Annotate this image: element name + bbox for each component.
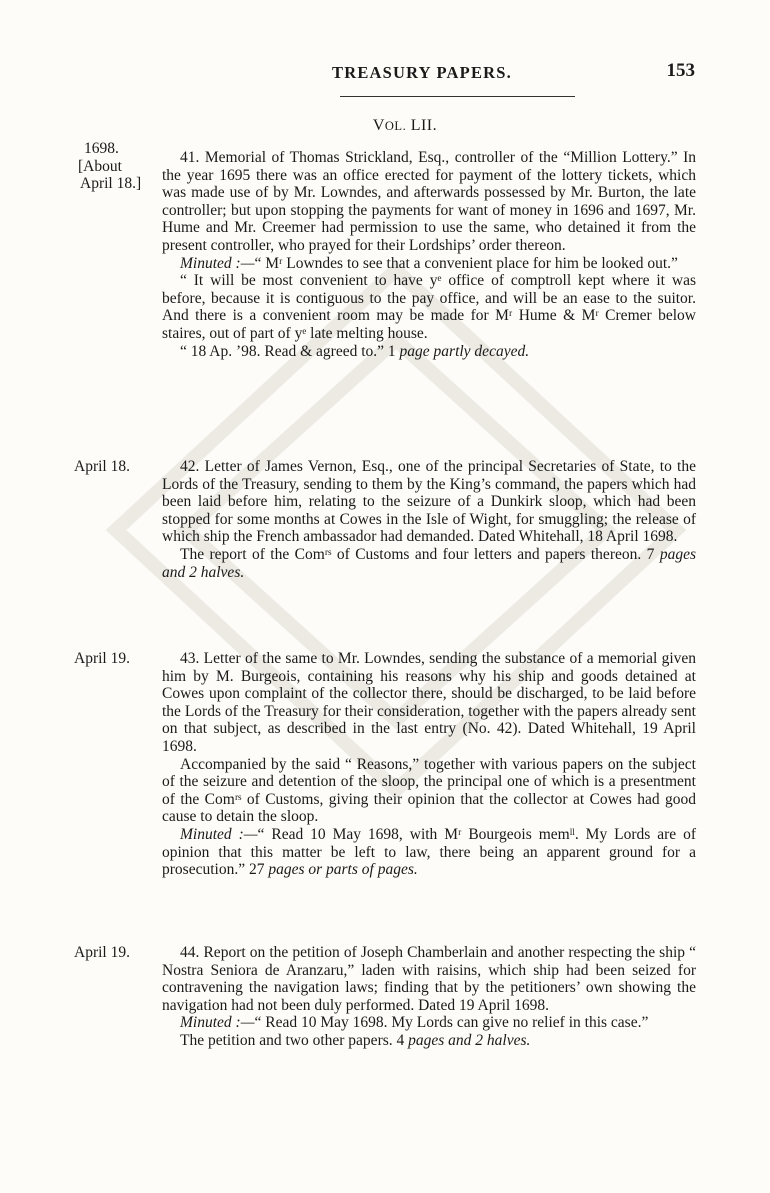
page-number: 153 bbox=[666, 60, 695, 81]
entry-body bbox=[162, 149, 696, 360]
volume-heading bbox=[0, 117, 770, 135]
paragraph: Minuted :—“ Mʳ Lowndes to see that a convenient place for him be looked out.” bbox=[180, 254, 678, 272]
margin-line: April 19. bbox=[74, 650, 130, 667]
paragraph: “ 18 Ap. ’98. Read & agreed to.” 1 page partly decayed. bbox=[180, 342, 530, 360]
paragraph: 41. Memorial of Thomas Strickland, Esq., controller of the “Million Lottery.” In the year 1695 there was an office erected for payment of the lottery tickets, which was made use of by Mr. Lowndes, and afterwards possessed by Mr. Burton, the late controller; but upon stopping the payments for want of money in 1696 and 1697, Mr. Hume and Mr. Creemer had permission to use the same, who detained it from the present controller, who prayed for their Lordships’ order thereon. bbox=[162, 149, 696, 254]
paragraph: 43. Letter of the same to Mr. Lowndes, sending the substance of a memorial given him by M. Burgeois, containing his reasons why his ship and goods detained at Cowes upon complaint of the collector there, should be discharged, to be laid before the Lords of the Treasury for their consideration, together with the papers already sent on that subject, as described in the last entry (No. 42). Dated Whitehall, 19 April 1698. bbox=[162, 650, 696, 755]
paragraph: Minuted :—“ Read 10 May 1698. My Lords can give no relief in this case.” bbox=[180, 1014, 649, 1032]
paragraph: “ It will be most convenient to have yᵉ office of comptroll kept where it was before, because it is contiguous to the pay office, and will be an ease to the suitor. And there is a convenient room may be made for Mʳ Hume & Mʳ Cremer below staires, out of part of yᵉ late melting house. bbox=[162, 272, 696, 342]
entry-date bbox=[74, 650, 154, 668]
header-rule bbox=[340, 96, 575, 97]
margin-line: April 18.] bbox=[80, 175, 142, 192]
paragraph: 42. Letter of James Vernon, Esq., one of the principal Secretaries of State, to the Lords of the Treasury, sending to them by the King’s command, the papers which had been laid before him, relating to the seizure of a Dunkirk sloop, which had been stopped for some months at Cowes in the Isle of Wight, for smuggling; the release of which ship the French ambassador had demanded. Dated Whitehall, 18 April 1698. bbox=[162, 458, 696, 546]
paragraph: Minuted :—“ Read 10 May 1698, with Mʳ Bourgeois memˡˡ. My Lords are of opinion that this matter be left to law, there being an apparent ground for a prosecution.” 27 pages or parts of pages. bbox=[162, 825, 696, 879]
margin-line: April 18. bbox=[74, 458, 130, 475]
entry-date bbox=[74, 944, 154, 962]
margin-line: April 19. bbox=[74, 944, 130, 961]
entry-body bbox=[162, 944, 696, 1050]
margin-line: [About bbox=[78, 157, 122, 175]
paragraph: 44. Report on the petition of Joseph Chamberlain and another respecting the ship “ Nostra Seniora de Aranzaru,” laden with raisins, which ship had been seized for contravening the navigation laws; finding that by the petitioners’ own showing the navigation had not been duly performed. Dated 19 April 1698. bbox=[162, 944, 696, 1014]
volume-suffix: LII. bbox=[406, 117, 438, 134]
volume-small-caps: OL. bbox=[384, 119, 407, 133]
running-head: TREASURY PAPERS. bbox=[332, 63, 512, 82]
margin-line: 1698. bbox=[84, 140, 119, 157]
paragraph: Accompanied by the said “ Reasons,” together with various papers on the subject of the seizure and detention of the sloop, the principal one of which is a presentment of the Comʳˢ of Customs, giving their opinion that the collector at Cowes had good cause to detain the sloop. bbox=[162, 755, 696, 826]
paragraph: The petition and two other papers. 4 pages and 2 halves. bbox=[180, 1031, 531, 1049]
entry-body bbox=[162, 458, 696, 581]
entry-body bbox=[162, 650, 696, 879]
page-header bbox=[310, 60, 695, 96]
entry-date bbox=[78, 140, 164, 193]
entry-date bbox=[74, 458, 154, 476]
volume-prefix: V bbox=[372, 117, 385, 134]
paragraph: The report of the Comʳˢ of Customs and four letters and papers thereon. 7 pages and 2 halves. bbox=[162, 545, 696, 581]
